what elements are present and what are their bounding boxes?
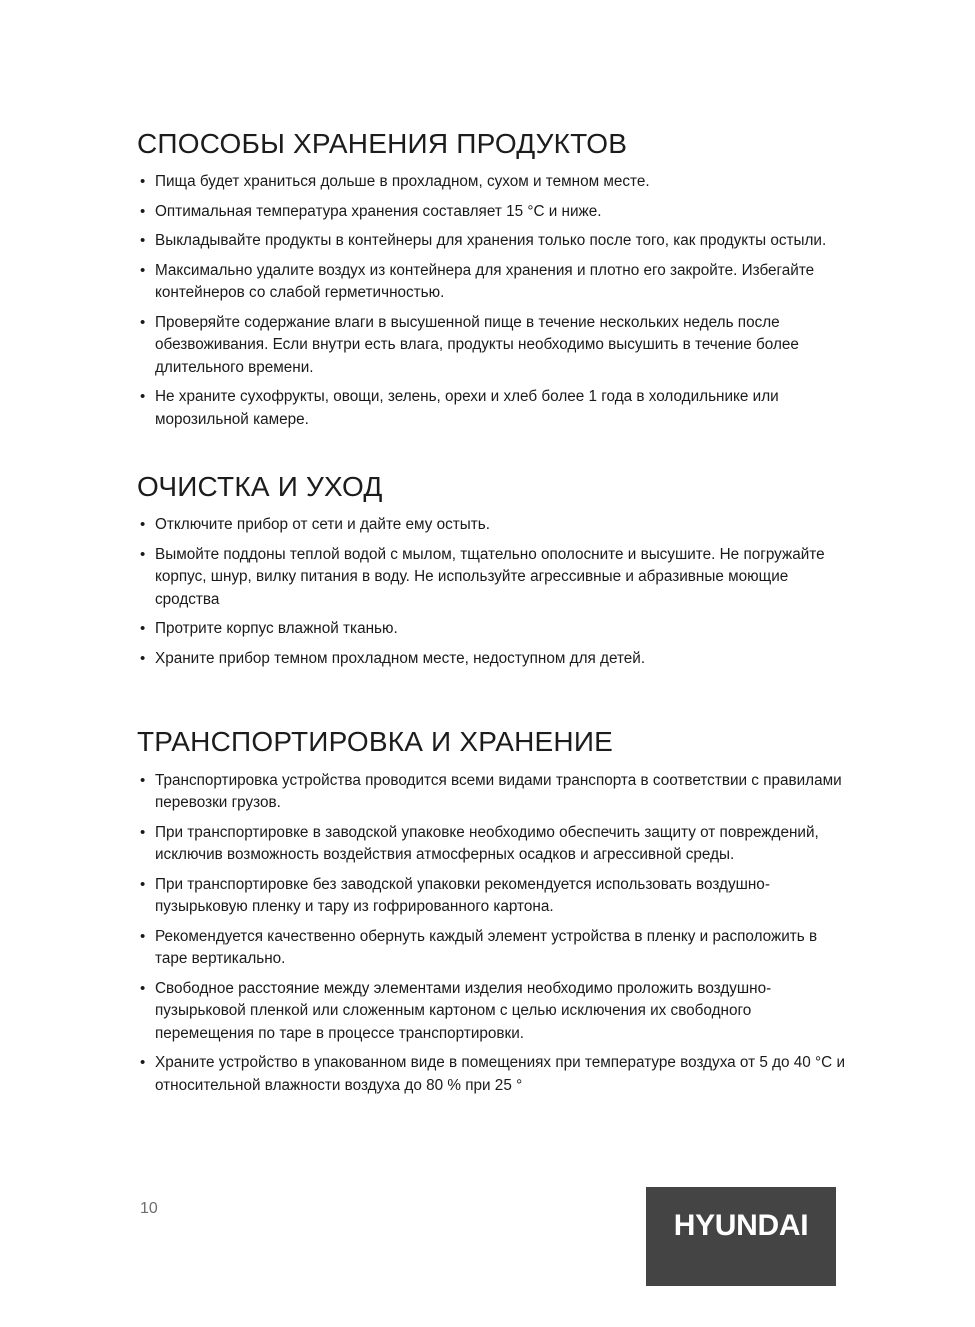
page-number: 10 bbox=[140, 1200, 158, 1217]
list-item: • При транспортировке в заводской упаковке необходимо обеспечить защиту от повреждений, исключив возможность воздействия атмосферных осадков и агрессивной среды. bbox=[137, 822, 853, 867]
list-item: • Храните прибор темном прохладном месте, недоступном для детей. bbox=[137, 648, 853, 671]
list-item: • Оптимальная температура хранения составляет 15 °С и ниже. bbox=[137, 201, 853, 224]
bullet-list-storage-methods bbox=[137, 171, 853, 431]
list-item: • Протрите корпус влажной тканью. bbox=[137, 618, 853, 641]
section-title-cleaning-and-care: ОЧИСТКА И УХОД bbox=[137, 471, 383, 503]
list-item: • Выкладывайте продукты в контейнеры для хранения только после того, как продукты остыли. bbox=[137, 230, 853, 253]
list-item: • Транспортировка устройства проводится всеми видами транспорта в соответствии с правилами перевозки грузов. bbox=[137, 770, 853, 815]
section-cleaning-and-care bbox=[137, 471, 853, 670]
list-item: • Не храните сухофрукты, овощи, зелень, орехи и хлеб более 1 года в холодильнике или морозильной камере. bbox=[137, 386, 853, 431]
list-item: • Максимально удалите воздух из контейнера для хранения и плотно его закройте. Избегайте контейнеров со слабой герметичностью. bbox=[137, 260, 853, 305]
bullet-list-cleaning-and-care bbox=[137, 514, 853, 670]
brand-name: HYUNDAI bbox=[673, 1209, 809, 1242]
list-item: • Отключите прибор от сети и дайте ему остыть. bbox=[137, 514, 853, 537]
section-storage-methods bbox=[137, 128, 853, 431]
list-item: • Свободное расстояние между элементами изделия необходимо проложить воздушно-пузырьковой пленкой или сложенным картоном с целью исключения их свободного перемещения по таре в процессе транспортировки. bbox=[137, 978, 853, 1046]
list-item: • Вымойте поддоны теплой водой с мылом, тщательно ополосните и высушите. Не погружайте корпус, шнур, вилку питания в воду. Не используйте агрессивные и абразивные моющие сродства bbox=[137, 544, 853, 612]
list-item: • Проверяйте содержание влаги в высушенной пище в течение нескольких недель после обезвоживания. Если внутри есть влага, продукты необходимо высушить в течение более длительного времени. bbox=[137, 312, 853, 380]
page-footer bbox=[0, 1187, 975, 1327]
list-item: • Рекомендуется качественно обернуть каждый элемент устройства в пленку и расположить в таре вертикально. bbox=[137, 926, 853, 971]
section-title-storage-methods: СПОСОБЫ ХРАНЕНИЯ ПРОДУКТОВ bbox=[137, 128, 628, 159]
hyundai-logo bbox=[646, 1187, 836, 1286]
page-content bbox=[137, 128, 853, 1097]
bullet-list-transport-and-storage bbox=[137, 770, 853, 1098]
list-item: • Пища будет храниться дольше в прохладном, сухом и темном месте. bbox=[137, 171, 853, 194]
section-title-transport-and-storage: ТРАНСПОРТИРОВКА И ХРАНЕНИЕ bbox=[137, 726, 614, 758]
section-transport-and-storage bbox=[137, 726, 853, 1097]
list-item: • При транспортировке без заводской упаковки рекомендуется использовать воздушно-пузырьковую пленку и тару из гофрированного картона. bbox=[137, 874, 853, 919]
list-item: • Храните устройство в упакованном виде в помещениях при температуре воздуха от 5 до 40 °С и относительной влажности воздуха до 80 % при 25 ° bbox=[137, 1052, 853, 1097]
